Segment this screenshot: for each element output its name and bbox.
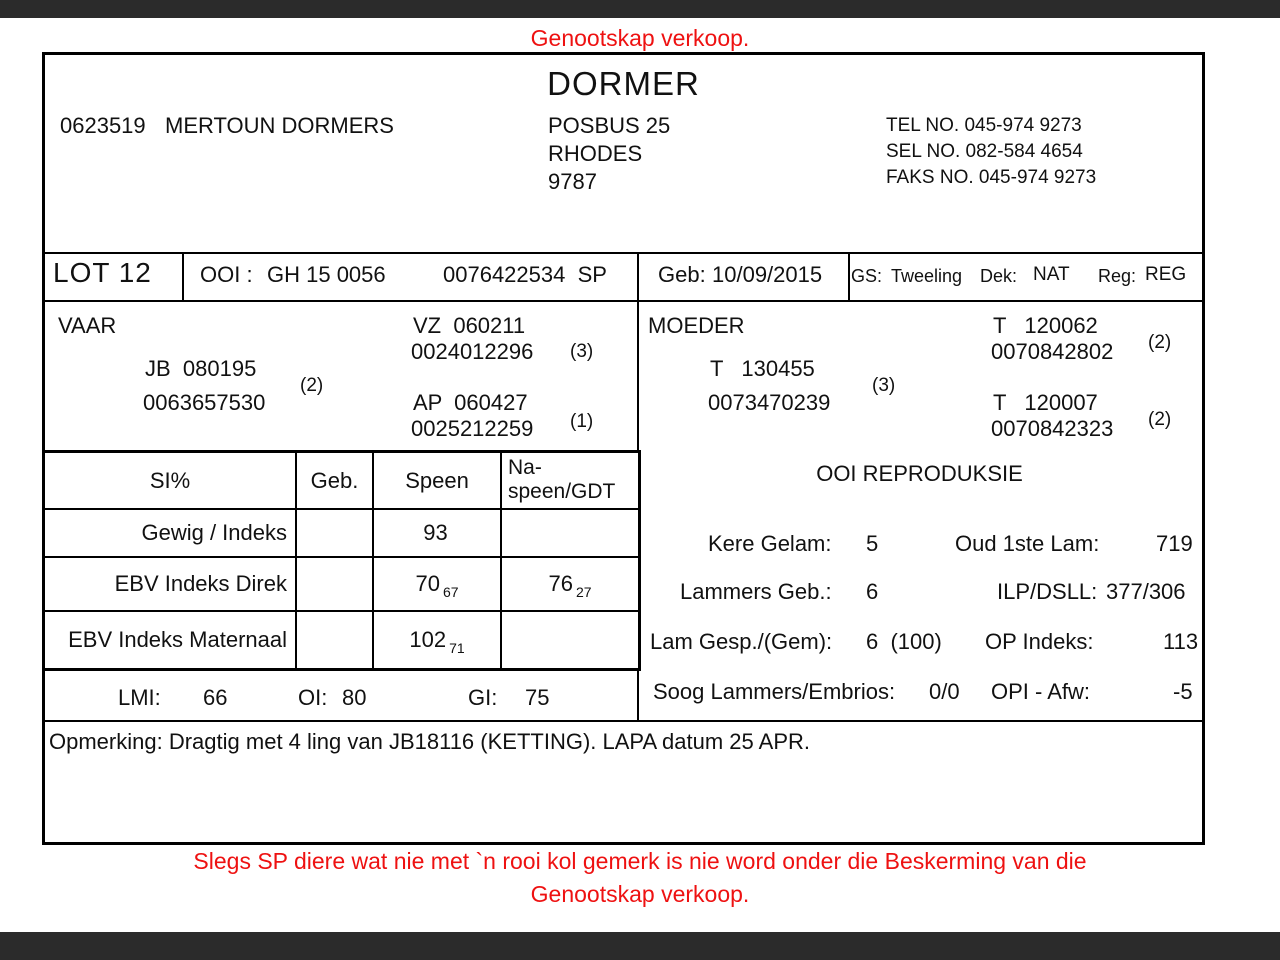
cell-line: SEL NO. 082-584 4654 <box>886 141 1083 162</box>
sire-id: JB 080195 <box>145 356 257 381</box>
address-line-1: POSBUS 25 <box>548 113 671 138</box>
remark-label: Opmerking: <box>49 729 163 754</box>
bottom-red-note-line-1: Slegs SP diere wat nie met `n rooi kol gemerk is nie word onder die Beskerming van die <box>193 848 1087 874</box>
sire-no: 0063657530 <box>143 390 266 415</box>
lot-row-divider-1 <box>182 252 184 302</box>
gi-label: GI: <box>468 685 498 710</box>
value: 76 <box>548 571 573 596</box>
value-accuracy: 27 <box>575 584 592 600</box>
value-accuracy: 67 <box>442 584 459 600</box>
stud-address <box>548 112 670 196</box>
address-line-3: 9787 <box>548 169 597 194</box>
value: 93 <box>423 520 448 545</box>
lmi-label: LMI: <box>118 685 161 710</box>
remark-line <box>49 729 810 755</box>
sire-sire-score: (3) <box>570 341 594 362</box>
kere-gelam-label: Kere Gelam: <box>708 531 832 556</box>
birthdate-label: Geb: <box>658 262 706 287</box>
index-table <box>42 450 641 671</box>
birthdate-value: 10/09/2015 <box>712 262 823 287</box>
col-header-naspeen-line1: Na- <box>508 456 542 479</box>
dam-score: (3) <box>872 375 896 396</box>
lot-card <box>42 52 1205 845</box>
lot-row-bottom-rule <box>45 300 1202 302</box>
col-header-geb: Geb. <box>295 453 372 508</box>
row-label-gewig-indeks: Gewig / Indeks <box>45 508 295 556</box>
dam-dam-score: (2) <box>1148 409 1172 430</box>
lmi-value: 66 <box>203 685 228 710</box>
cell-maternaal-geb <box>295 610 372 668</box>
row-label-ebv-direk: EBV Indeks Direk <box>45 556 295 610</box>
cell-gewig-speen <box>372 508 500 556</box>
cell-gewig-geb <box>295 508 372 556</box>
sire-dam-no: 0025212259 <box>411 416 534 441</box>
sire-sire-no: 0024012296 <box>411 339 534 364</box>
value: 102 <box>409 627 447 652</box>
col-header-naspeen-line2: speen/GDT <box>508 480 616 503</box>
fax-line: FAKS NO. 045-974 9273 <box>886 167 1097 188</box>
lam-gesp-value: 6 (100) <box>866 629 942 654</box>
dek-value: NAT <box>1033 264 1070 285</box>
bottom-window-bar <box>0 932 1280 960</box>
ilp-dsll-label: ILP/DSLL: <box>997 579 1098 604</box>
cell-direk-speen <box>372 556 500 610</box>
bottom-red-note <box>0 845 1280 911</box>
reg-label: Reg: <box>1098 266 1137 286</box>
breed-title: DORMER <box>547 65 700 102</box>
cell-maternaal-naspeen <box>500 610 638 668</box>
sire-section-label: VAAR <box>58 313 117 338</box>
remark-top-rule <box>45 720 1202 722</box>
cell-maternaal-speen <box>372 610 500 668</box>
oud-1ste-lam-label: Oud 1ste Lam: <box>955 531 1100 556</box>
dam-dam-no: 0070842323 <box>991 416 1114 441</box>
lammers-geb-label: Lammers Geb.: <box>680 579 832 604</box>
lammers-geb-value: 6 <box>866 579 879 604</box>
row-label-ebv-maternaal: EBV Indeks Maternaal <box>45 610 295 668</box>
animal-sex-label: OOI : <box>200 262 253 287</box>
cell-direk-geb <box>295 556 372 610</box>
dam-id: T 130455 <box>710 356 815 381</box>
oud-1ste-lam-value: 719 <box>1156 531 1193 556</box>
op-indeks-label: OP Indeks: <box>985 629 1094 654</box>
gs-value: Tweeling <box>891 266 963 286</box>
animal-reg-no: 0076422534 SP <box>443 262 607 287</box>
member-number: 0623519 <box>60 113 146 138</box>
sire-score: (2) <box>300 375 324 396</box>
sire-dam-id: AP 060427 <box>413 390 528 415</box>
col-header-speen: Speen <box>372 453 500 508</box>
opi-afw-value: -5 <box>1173 679 1193 704</box>
top-red-note: Genootskap verkoop. <box>530 25 750 51</box>
cell-direk-naspeen <box>500 556 638 610</box>
lot-row-divider-3 <box>848 252 850 302</box>
soog-lammers-value: 0/0 <box>929 679 960 704</box>
col-header-naspeen <box>500 453 638 508</box>
lot-row-top-rule <box>45 252 1202 254</box>
lot-number: LOT 12 <box>53 257 152 288</box>
top-window-bar <box>0 0 1280 18</box>
dam-no: 0073470239 <box>708 390 831 415</box>
reg-value: REG <box>1145 264 1187 285</box>
cell-gewig-naspeen <box>500 508 638 556</box>
lam-gesp-label: Lam Gesp./(Gem): <box>650 629 833 654</box>
oi-label: OI: <box>298 685 328 710</box>
value: 70 <box>415 571 440 596</box>
dam-sire-id: T 120062 <box>993 313 1098 338</box>
animal-tag: GH 15 0056 <box>267 262 386 287</box>
dek-label: Dek: <box>980 266 1018 286</box>
stud-contacts <box>886 113 1096 191</box>
dam-section-label: MOEDER <box>648 313 745 338</box>
gi-value: 75 <box>525 685 550 710</box>
dam-dam-id: T 120007 <box>993 390 1098 415</box>
stud-name: MERTOUN DORMERS <box>165 113 394 138</box>
bottom-red-note-line-2: Genootskap verkoop. <box>530 881 750 907</box>
remark-text: Dragtig met 4 ling van JB18116 (KETTING). LAPA datum 25 APR. <box>168 729 810 754</box>
op-indeks-value: 113 <box>1163 629 1199 654</box>
soog-lammers-label: Soog Lammers/Embrios: <box>653 679 896 704</box>
reproduction-title: OOI REPRODUKSIE <box>816 461 1023 486</box>
sire-sire-id: VZ 060211 <box>413 313 526 338</box>
sire-dam-score: (1) <box>570 411 594 432</box>
dam-sire-score: (2) <box>1148 332 1172 353</box>
tel-line: TEL NO. 045-974 9273 <box>886 115 1082 136</box>
address-line-2: RHODES <box>548 141 643 166</box>
col-header-si: SI% <box>149 467 191 493</box>
dam-sire-no: 0070842802 <box>991 339 1114 364</box>
kere-gelam-value: 5 <box>866 531 879 556</box>
value-accuracy: 71 <box>449 640 465 656</box>
oi-value: 80 <box>342 685 367 710</box>
ilp-dsll-value: 377/306 <box>1106 579 1186 604</box>
opi-afw-label: OPI - Afw: <box>991 679 1091 704</box>
gs-label: GS: <box>851 266 883 286</box>
